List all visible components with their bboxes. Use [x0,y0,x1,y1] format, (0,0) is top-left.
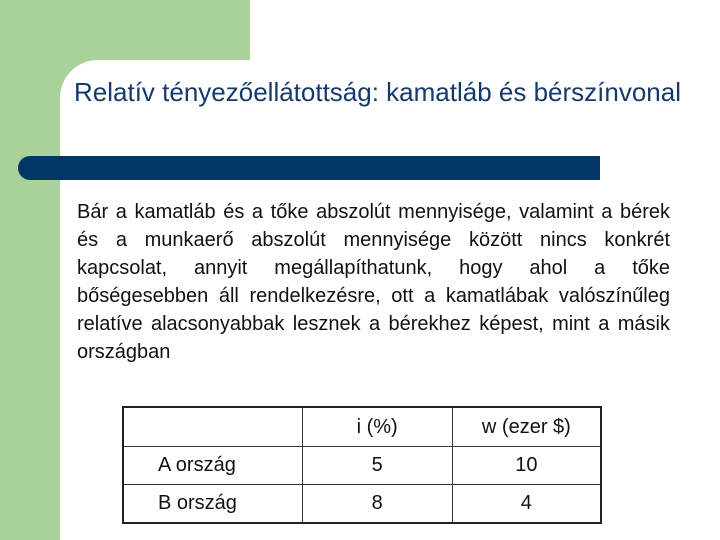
country-cell: B ország [123,485,302,524]
header-cell-wage: w (ezer $) [452,407,601,447]
table-row [123,485,601,524]
header-cell-empty [123,407,302,447]
table-row [123,447,601,485]
body-paragraph: Bár a kamatláb és a tőke abszolút mennyisége, valamint a bérek és a munkaerő abszolút mennyisége között nincs konkrét kapcsolat, annyit megállapíthatunk, hogy ahol a tőke bőségesebben áll rendelkezésre, ott a kamatlábak valószínűleg relatíve alacsonyabbak lesznek a bérekhez képest, mint a másik országban [77,201,670,363]
title-underline-bar [18,156,600,180]
table-header-row [123,407,601,447]
wage-cell: 4 [452,485,601,524]
comparison-table [122,406,602,524]
wage-cell: 10 [452,447,601,485]
country-cell: A ország [123,447,302,485]
slide-title: Relatív tényezőellátottság: kamatláb és bérszínvonal [74,77,682,107]
interest-rate-cell: 5 [302,447,452,485]
interest-rate-cell: 8 [302,485,452,524]
header-cell-interest-rate: i (%) [302,407,452,447]
